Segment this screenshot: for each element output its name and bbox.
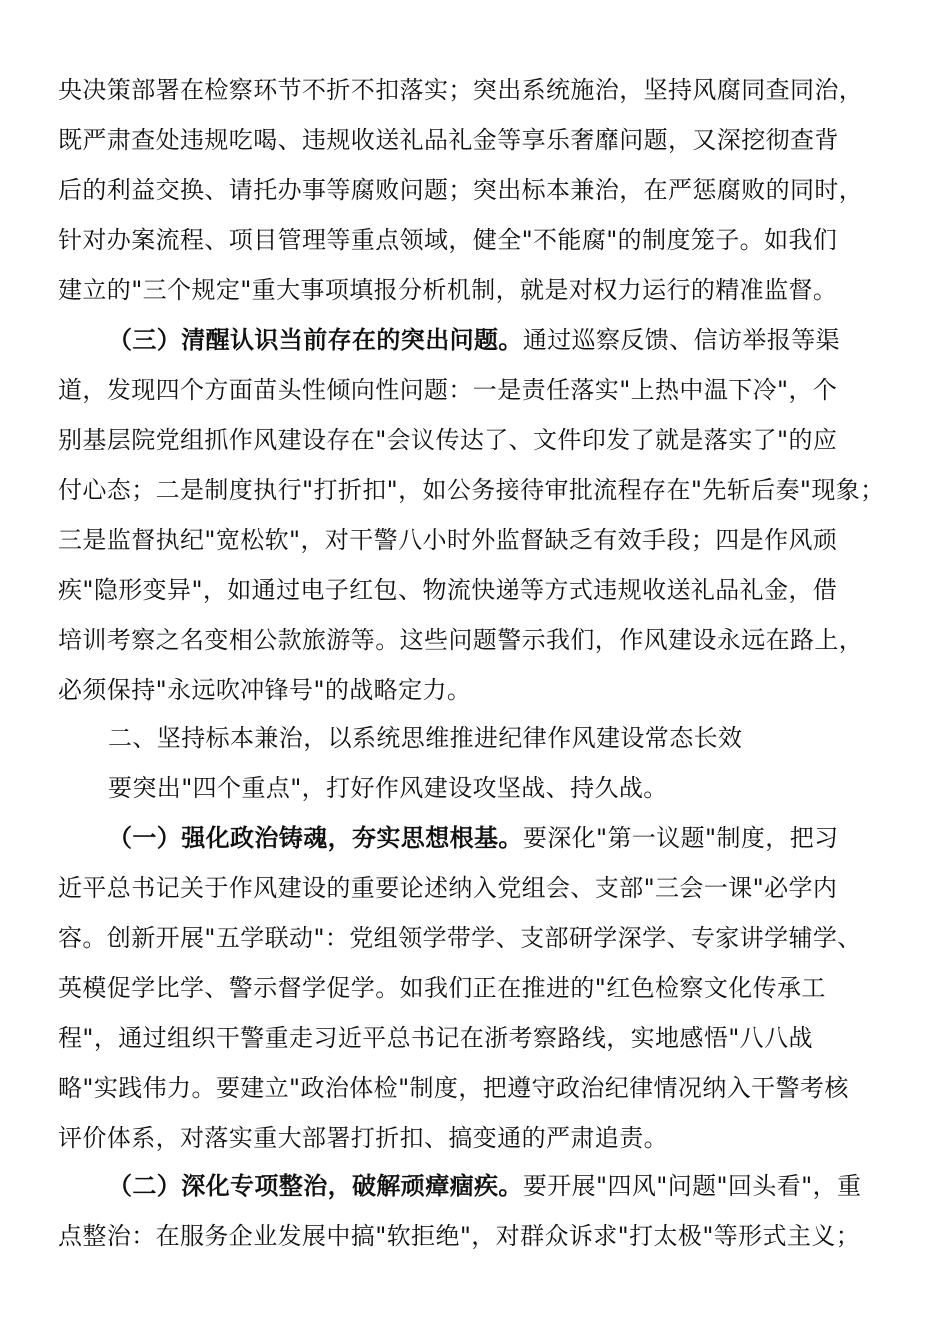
section-heading: （一）强化政治铸魂，夯实思想根基。	[108, 824, 523, 852]
text-line: 针对办案流程、项目管理等重点领域，健全"不能腐"的制度笼子。如我们	[58, 226, 838, 254]
text-line: 三是监督执纪"宽松软"，对干警八小时外监督缺乏有效手段；四是作风顽	[58, 526, 838, 554]
text-line: 后的利益交换、请托办事等腐败问题；突出标本兼治，在严惩腐败的同时，	[58, 176, 864, 204]
paragraph-line	[108, 1170, 861, 1202]
text-run: 要开展"四风"问题"回头看"，重	[522, 1172, 862, 1200]
text-run: 要深化"第一议题"制度，把习	[522, 824, 839, 852]
text-line: 疾"隐形变异"，如通过电子红包、物流快递等方式违规收送礼品礼金，借	[58, 576, 838, 604]
text-run: 通过巡察反馈、信访举报等渠	[522, 326, 841, 354]
text-line: 要突出"四个重点"，打好作风建设攻坚战、持久战。	[108, 774, 668, 802]
text-line: 道，发现四个方面苗头性倾向性问题：一是责任落实"上热中温下冷"，个	[58, 376, 838, 404]
section-heading: （三）清醒认识当前存在的突出问题。	[108, 326, 523, 354]
text-line: 付心态；二是制度执行"打折扣"，如公务接待审批流程存在"先斩后奏"现象；	[58, 476, 885, 504]
text-line: 近平总书记关于作风建设的重要论述纳入党组会、支部"三会一课"必学内	[58, 874, 838, 902]
section-heading: （二）深化专项整治，破解顽瘴痼疾。	[108, 1172, 523, 1200]
text-line: 评价体系，对落实重大部署打折扣、搞变通的严肃追责。	[58, 1124, 668, 1152]
section-title: 二、坚持标本兼治，以系统思维推进纪律作风建设常态长效	[108, 724, 743, 752]
text-line: 建立的"三个规定"重大事项填报分析机制，就是对权力运行的精准监督。	[58, 276, 838, 304]
text-line: 既严肃查处违规吃喝、违规收送礼品礼金等享乐奢靡问题，又深挖彻查背	[58, 126, 839, 154]
text-line: 容。创新开展"五学联动"：党组领学带学、支部研学深学、专家讲学辅学、	[58, 924, 862, 952]
text-line: 略"实践伟力。要建立"政治体检"制度，把遵守政治纪律情况纳入干警考核	[58, 1074, 849, 1102]
paragraph-line	[108, 822, 839, 854]
text-line: 程"，通过组织干警重走习近平总书记在浙考察路线，实地感悟"八八战	[58, 1024, 813, 1052]
text-line: 点整治：在服务企业发展中搞"软拒绝"，对群众诉求"打太极"等形式主义；	[58, 1222, 861, 1250]
text-line: 央决策部署在检察环节不折不扣落实；突出系统施治，坚持风腐同查同治，	[58, 76, 864, 104]
text-line: 英模促学比学、警示督学促学。如我们正在推进的"红色检察文化传承工	[58, 974, 826, 1002]
text-line: 必须保持"永远吹冲锋号"的战略定力。	[58, 676, 472, 704]
paragraph-line	[108, 324, 840, 356]
text-line: 培训考察之名变相公款旅游等。这些问题警示我们，作风建设永远在路上，	[58, 626, 864, 654]
text-line: 别基层院党组抓作风建设存在"会议传达了、文件印发了就是落实了"的应	[58, 426, 838, 454]
